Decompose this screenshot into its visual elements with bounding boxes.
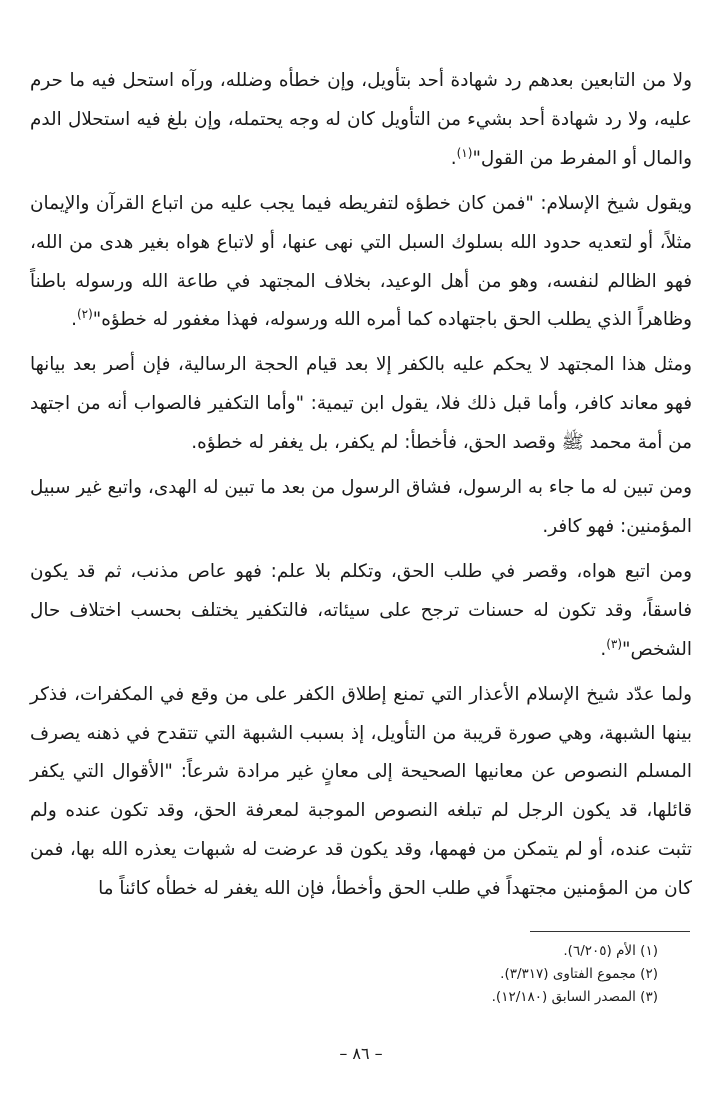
footnote-ref-3: (٣) <box>606 636 623 651</box>
paragraph-2-text: ويقول شيخ الإسلام: "فمن كان خطؤه لتفريطه فيما يجب عليه من اتباع القرآن والإيمان مثلاً، أو لتعديه حدود الله بسلوك السبل التي نهى عنها، أو لاتباع هواه بغير هدى من الله، فهو الظالم لنفسه، وهو من أهل الوعيد، بخلاف المجتهد في طاعة الله ورسوله باطناً وظاهراً الذي يطلب الحق باجتهاده كما أمره الله ورسوله، فهذا مغفور له خطؤه" <box>30 192 692 331</box>
paragraph-5 <box>30 553 692 670</box>
footnote-2: (٢) مجموع الفتاوى (٣/٣١٧). <box>500 966 658 982</box>
paragraph-5-text: ومن اتبع هواه، وقصر في طلب الحق، وتكلم بلا علم: فهو عاص مذنب، ثم قد يكون فاسقاً، وقد تكون له حسنات ترجح على سيئاته، فالتكفير يختلف بحسب اختلاف حال الشخص" <box>30 560 692 660</box>
footnote-separator <box>530 931 690 932</box>
paragraph-5-tail: . <box>600 638 607 660</box>
paragraph-6 <box>30 676 692 909</box>
paragraph-6-text: ولما عدّد شيخ الإسلام الأعذار التي تمنع إطلاق الكفر على من وقع في المكفرات، فذكر بينها الشبهة، وهي صورة قريبة من التأويل، إذ بسبب الشبهة التي تتقدح في ذهنه يصرف المسلم النصوص عن معانيها الصحيحة إلى معانٍ غير مرادة شرعاً: "الأقوال التي يكفر قائلها، قد يكون الرجل لم تبلغه النصوص الموجبة لمعرفة الحق، وقد تكون عنده ولم تثبت عنده، أو لم يتمكن من فهمها، وقد يكون قد عرضت له شبهات يعذره الله بها، فمن كان من المؤمنين مجتهداً في طلب الحق وأخطأ، فإن الله يغفر له خطأه كائناً ما <box>30 683 692 900</box>
footnote-1: (١) الأم (٦/٢٠٥). <box>563 943 658 959</box>
footnotes <box>258 940 658 1009</box>
paragraph-1-tail: . <box>450 147 457 169</box>
page-body <box>30 62 692 915</box>
paragraph-3-text: ومثل هذا المجتهد لا يحكم عليه بالكفر إلا بعد قيام الحجة الرسالية، فإن أصر بعد بيانها فهو معاند كافر، وأما قبل ذلك فلا، يقول ابن تيمية: "وأما التكفير فالصواب أنه من اجتهد من أمة محمد ﷺ وقصد الحق، فأخطأ: لم يكفر، بل يغفر له خطؤه. <box>30 354 692 454</box>
footnote-3: (٣) المصدر السابق (١٢/١٨٠). <box>491 989 658 1005</box>
paragraph-4 <box>30 469 692 547</box>
footnote-ref-1: (١) <box>456 145 473 160</box>
paragraph-2-tail: . <box>71 309 77 331</box>
paragraph-1-text: ولا من التابعين بعدهم رد شهادة أحد بتأويل، وإن خطأه وضلله، ورآه استحل فيه ما حرم عليه، ولا رد شهادة أحد بشيء من التأويل كان له وجه يحتمله، وإن بلغ فيه استحلال الدم والمال أو المفرط من القول" <box>30 70 692 169</box>
footnote-ref-2: (٢) <box>76 307 93 322</box>
paragraph-3 <box>30 346 692 463</box>
page-number: – ٨٦ – <box>339 1044 383 1063</box>
paragraph-4-text: ومن تبين له ما جاء به الرسول، فشاق الرسول من بعد ما تبين له الهدى، واتبع غير سبيل المؤمنين: فهو كافر. <box>30 477 692 537</box>
paragraph-1 <box>30 62 692 179</box>
paragraph-2 <box>30 185 692 341</box>
